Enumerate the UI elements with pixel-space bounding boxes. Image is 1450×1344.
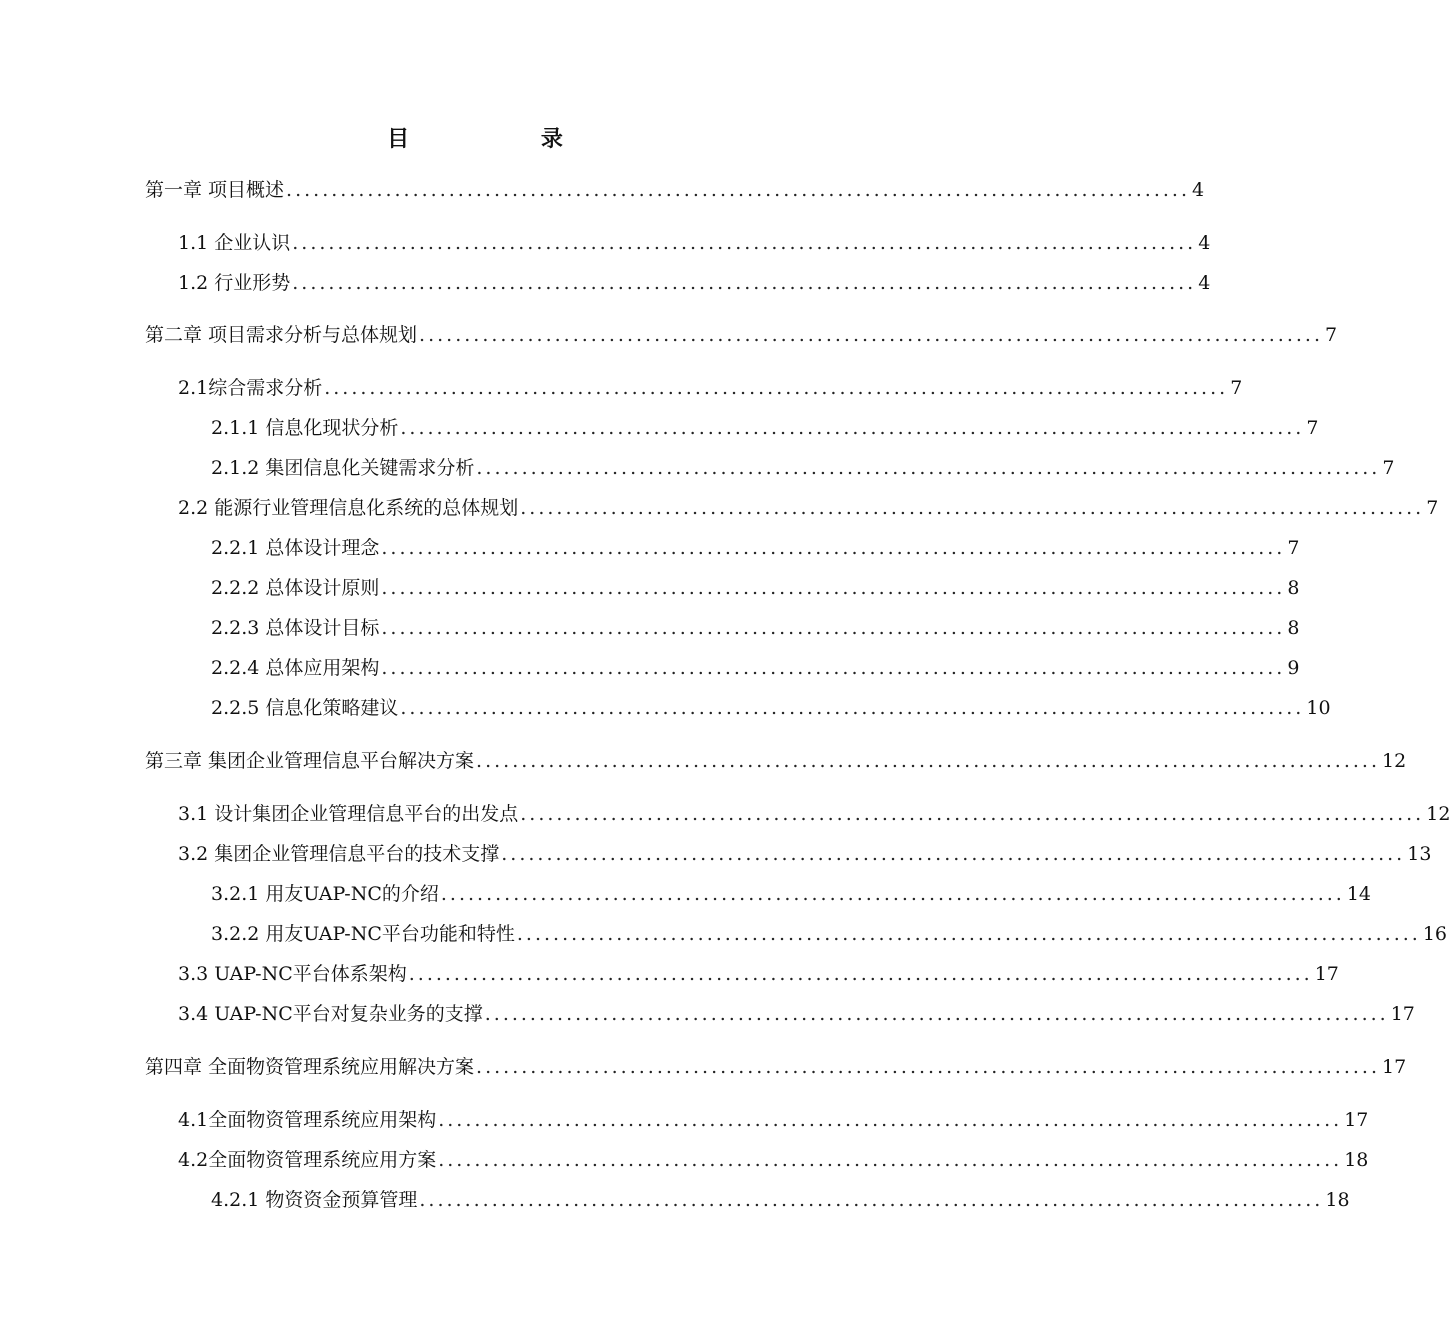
toc-leader-dots: .................................................................................................... xyxy=(419,324,1324,346)
toc-entry-page: 7 xyxy=(1325,324,1338,346)
toc-entry-subsection[interactable] xyxy=(211,879,1372,909)
toc-entry-section[interactable] xyxy=(178,373,1243,403)
toc-leader-dots: .................................................................................................... xyxy=(400,697,1305,719)
toc-entry-chapter[interactable] xyxy=(145,175,1205,205)
toc-leader-dots: .................................................................................................... xyxy=(476,1056,1381,1078)
toc-leader-dots: .................................................................................................... xyxy=(381,617,1286,639)
toc-entry-page: 17 xyxy=(1344,1109,1369,1131)
toc-entry-chapter[interactable] xyxy=(145,746,1407,776)
toc-entry-label: 2.2 能源行业管理信息化系统的总体规划 xyxy=(178,497,519,519)
toc-leader-dots: .................................................................................................... xyxy=(476,457,1381,479)
toc-entry-section[interactable] xyxy=(178,1145,1369,1175)
toc-entry-page: 13 xyxy=(1407,843,1432,865)
toc-entry-page: 14 xyxy=(1346,883,1372,905)
toc-entry-label: 2.2.5 信息化策略建议 xyxy=(211,697,399,719)
toc-leader-dots: .................................................................................................... xyxy=(419,1189,1324,1211)
toc-entry-page: 12 xyxy=(1426,803,1450,825)
toc-leader-dots: .................................................................................................... xyxy=(408,963,1313,985)
toc-entry-subsection[interactable] xyxy=(211,533,1300,563)
toc-entry-label: 2.1.1 信息化现状分析 xyxy=(211,417,399,439)
toc-leader-dots: .................................................................................................... xyxy=(501,843,1406,865)
toc-entry-page: 18 xyxy=(1344,1149,1369,1171)
toc-entry-chapter[interactable] xyxy=(145,320,1338,350)
toc-entry-subsection[interactable] xyxy=(211,573,1300,603)
toc-leader-dots: .................................................................................................... xyxy=(484,1003,1389,1025)
toc-entry-page: 17 xyxy=(1390,1003,1415,1025)
toc-leader-dots: .................................................................................................... xyxy=(438,1109,1343,1131)
toc-entry-label: 4.2全面物资管理系统应用方案 xyxy=(178,1149,437,1171)
toc-entry-page: 8 xyxy=(1287,617,1300,639)
toc-entry-section[interactable] xyxy=(178,799,1450,829)
toc-entry-page: 4 xyxy=(1198,272,1211,294)
toc-entry-section[interactable] xyxy=(178,839,1432,869)
toc-entry-page: 7 xyxy=(1230,377,1243,399)
toc-entry-subsection[interactable] xyxy=(211,919,1448,949)
toc-entry-label: 3.2 集团企业管理信息平台的技术支撑 xyxy=(178,843,500,865)
toc-entry-page: 8 xyxy=(1287,577,1300,599)
toc-entry-label: 2.2.4 总体应用架构 xyxy=(211,657,380,679)
toc-entry-page: 12 xyxy=(1382,750,1407,772)
toc-entry-label: 2.1.2 集团信息化关键需求分析 xyxy=(211,457,475,479)
toc-entry-label: 第四章 全面物资管理系统应用解决方案 xyxy=(145,1056,475,1078)
toc-entry-label: 4.1全面物资管理系统应用架构 xyxy=(178,1109,437,1131)
toc-entry-section[interactable] xyxy=(178,228,1211,258)
toc-leader-dots: .................................................................................................... xyxy=(381,537,1286,559)
toc-entry-label: 3.2.1 用友UAP-NC的介绍 xyxy=(211,883,439,905)
toc-entry-page: 7 xyxy=(1287,537,1300,559)
toc-leader-dots: .................................................................................................... xyxy=(286,179,1191,201)
toc-entry-page: 7 xyxy=(1426,497,1439,519)
toc-entry-label: 3.3 UAP-NC平台体系架构 xyxy=(178,963,407,985)
toc-entry-label: 2.2.3 总体设计目标 xyxy=(211,617,380,639)
toc-entry-chapter[interactable] xyxy=(145,1052,1407,1082)
toc-entry-subsection[interactable] xyxy=(211,653,1300,683)
toc-leader-dots: .................................................................................................... xyxy=(438,1149,1343,1171)
toc-entry-page: 4 xyxy=(1198,232,1211,254)
toc-entry-page: 7 xyxy=(1306,417,1319,439)
toc-entry-label: 3.2.2 用友UAP-NC平台功能和特性 xyxy=(211,923,515,945)
toc-entry-page: 4 xyxy=(1192,179,1205,201)
toc-entry-label: 4.2.1 物资资金预算管理 xyxy=(211,1189,418,1211)
toc-entry-label: 第二章 项目需求分析与总体规划 xyxy=(145,324,418,346)
toc-entry-label: 第一章 项目概述 xyxy=(145,179,285,201)
toc-leader-dots: .................................................................................................... xyxy=(476,750,1381,772)
toc-leader-dots: .................................................................................................... xyxy=(292,272,1197,294)
toc-entry-page: 7 xyxy=(1382,457,1395,479)
toc-entry-label: 3.1 设计集团企业管理信息平台的出发点 xyxy=(178,803,519,825)
toc-entry-section[interactable] xyxy=(178,493,1439,523)
toc-entry-section[interactable] xyxy=(178,959,1339,989)
toc-entry-page: 17 xyxy=(1314,963,1339,985)
toc-leader-dots: .................................................................................................... xyxy=(440,883,1345,905)
toc-entry-section[interactable] xyxy=(178,999,1415,1029)
toc-leader-dots: .................................................................................................... xyxy=(381,577,1286,599)
toc-entry-label: 2.2.2 总体设计原则 xyxy=(211,577,380,599)
toc-entry-page: 18 xyxy=(1325,1189,1350,1211)
toc-entry-label: 3.4 UAP-NC平台对复杂业务的支撑 xyxy=(178,1003,483,1025)
toc-entry-subsection[interactable] xyxy=(211,453,1395,483)
toc-entry-page: 10 xyxy=(1306,697,1331,719)
toc-entry-subsection[interactable] xyxy=(211,613,1300,643)
toc-leader-dots: .................................................................................................... xyxy=(520,803,1425,825)
toc-entry-section[interactable] xyxy=(178,1105,1369,1135)
toc-entry-section[interactable] xyxy=(178,268,1211,298)
toc-leader-dots: .................................................................................................... xyxy=(516,923,1421,945)
toc-leader-dots: .................................................................................................... xyxy=(324,377,1229,399)
toc-leader-dots: .................................................................................................... xyxy=(520,497,1425,519)
toc-entry-subsection[interactable] xyxy=(211,1185,1350,1215)
toc-entry-label: 1.2 行业形势 xyxy=(178,272,291,294)
toc-entry-label: 1.1 企业认识 xyxy=(178,232,291,254)
toc-entry-subsection[interactable] xyxy=(211,693,1331,723)
toc-entry-label: 2.1综合需求分析 xyxy=(178,377,323,399)
toc-leader-dots: .................................................................................................... xyxy=(292,232,1197,254)
toc-entry-page: 9 xyxy=(1287,657,1300,679)
toc-entry-page: 16 xyxy=(1422,923,1448,945)
toc-title: 目 录 xyxy=(387,126,625,152)
toc-leader-dots: .................................................................................................... xyxy=(400,417,1305,439)
toc-entry-label: 第三章 集团企业管理信息平台解决方案 xyxy=(145,750,475,772)
toc-entry-subsection[interactable] xyxy=(211,413,1319,443)
toc-leader-dots: .................................................................................................... xyxy=(381,657,1286,679)
toc-entry-label: 2.2.1 总体设计理念 xyxy=(211,537,380,559)
toc-entry-page: 17 xyxy=(1382,1056,1407,1078)
